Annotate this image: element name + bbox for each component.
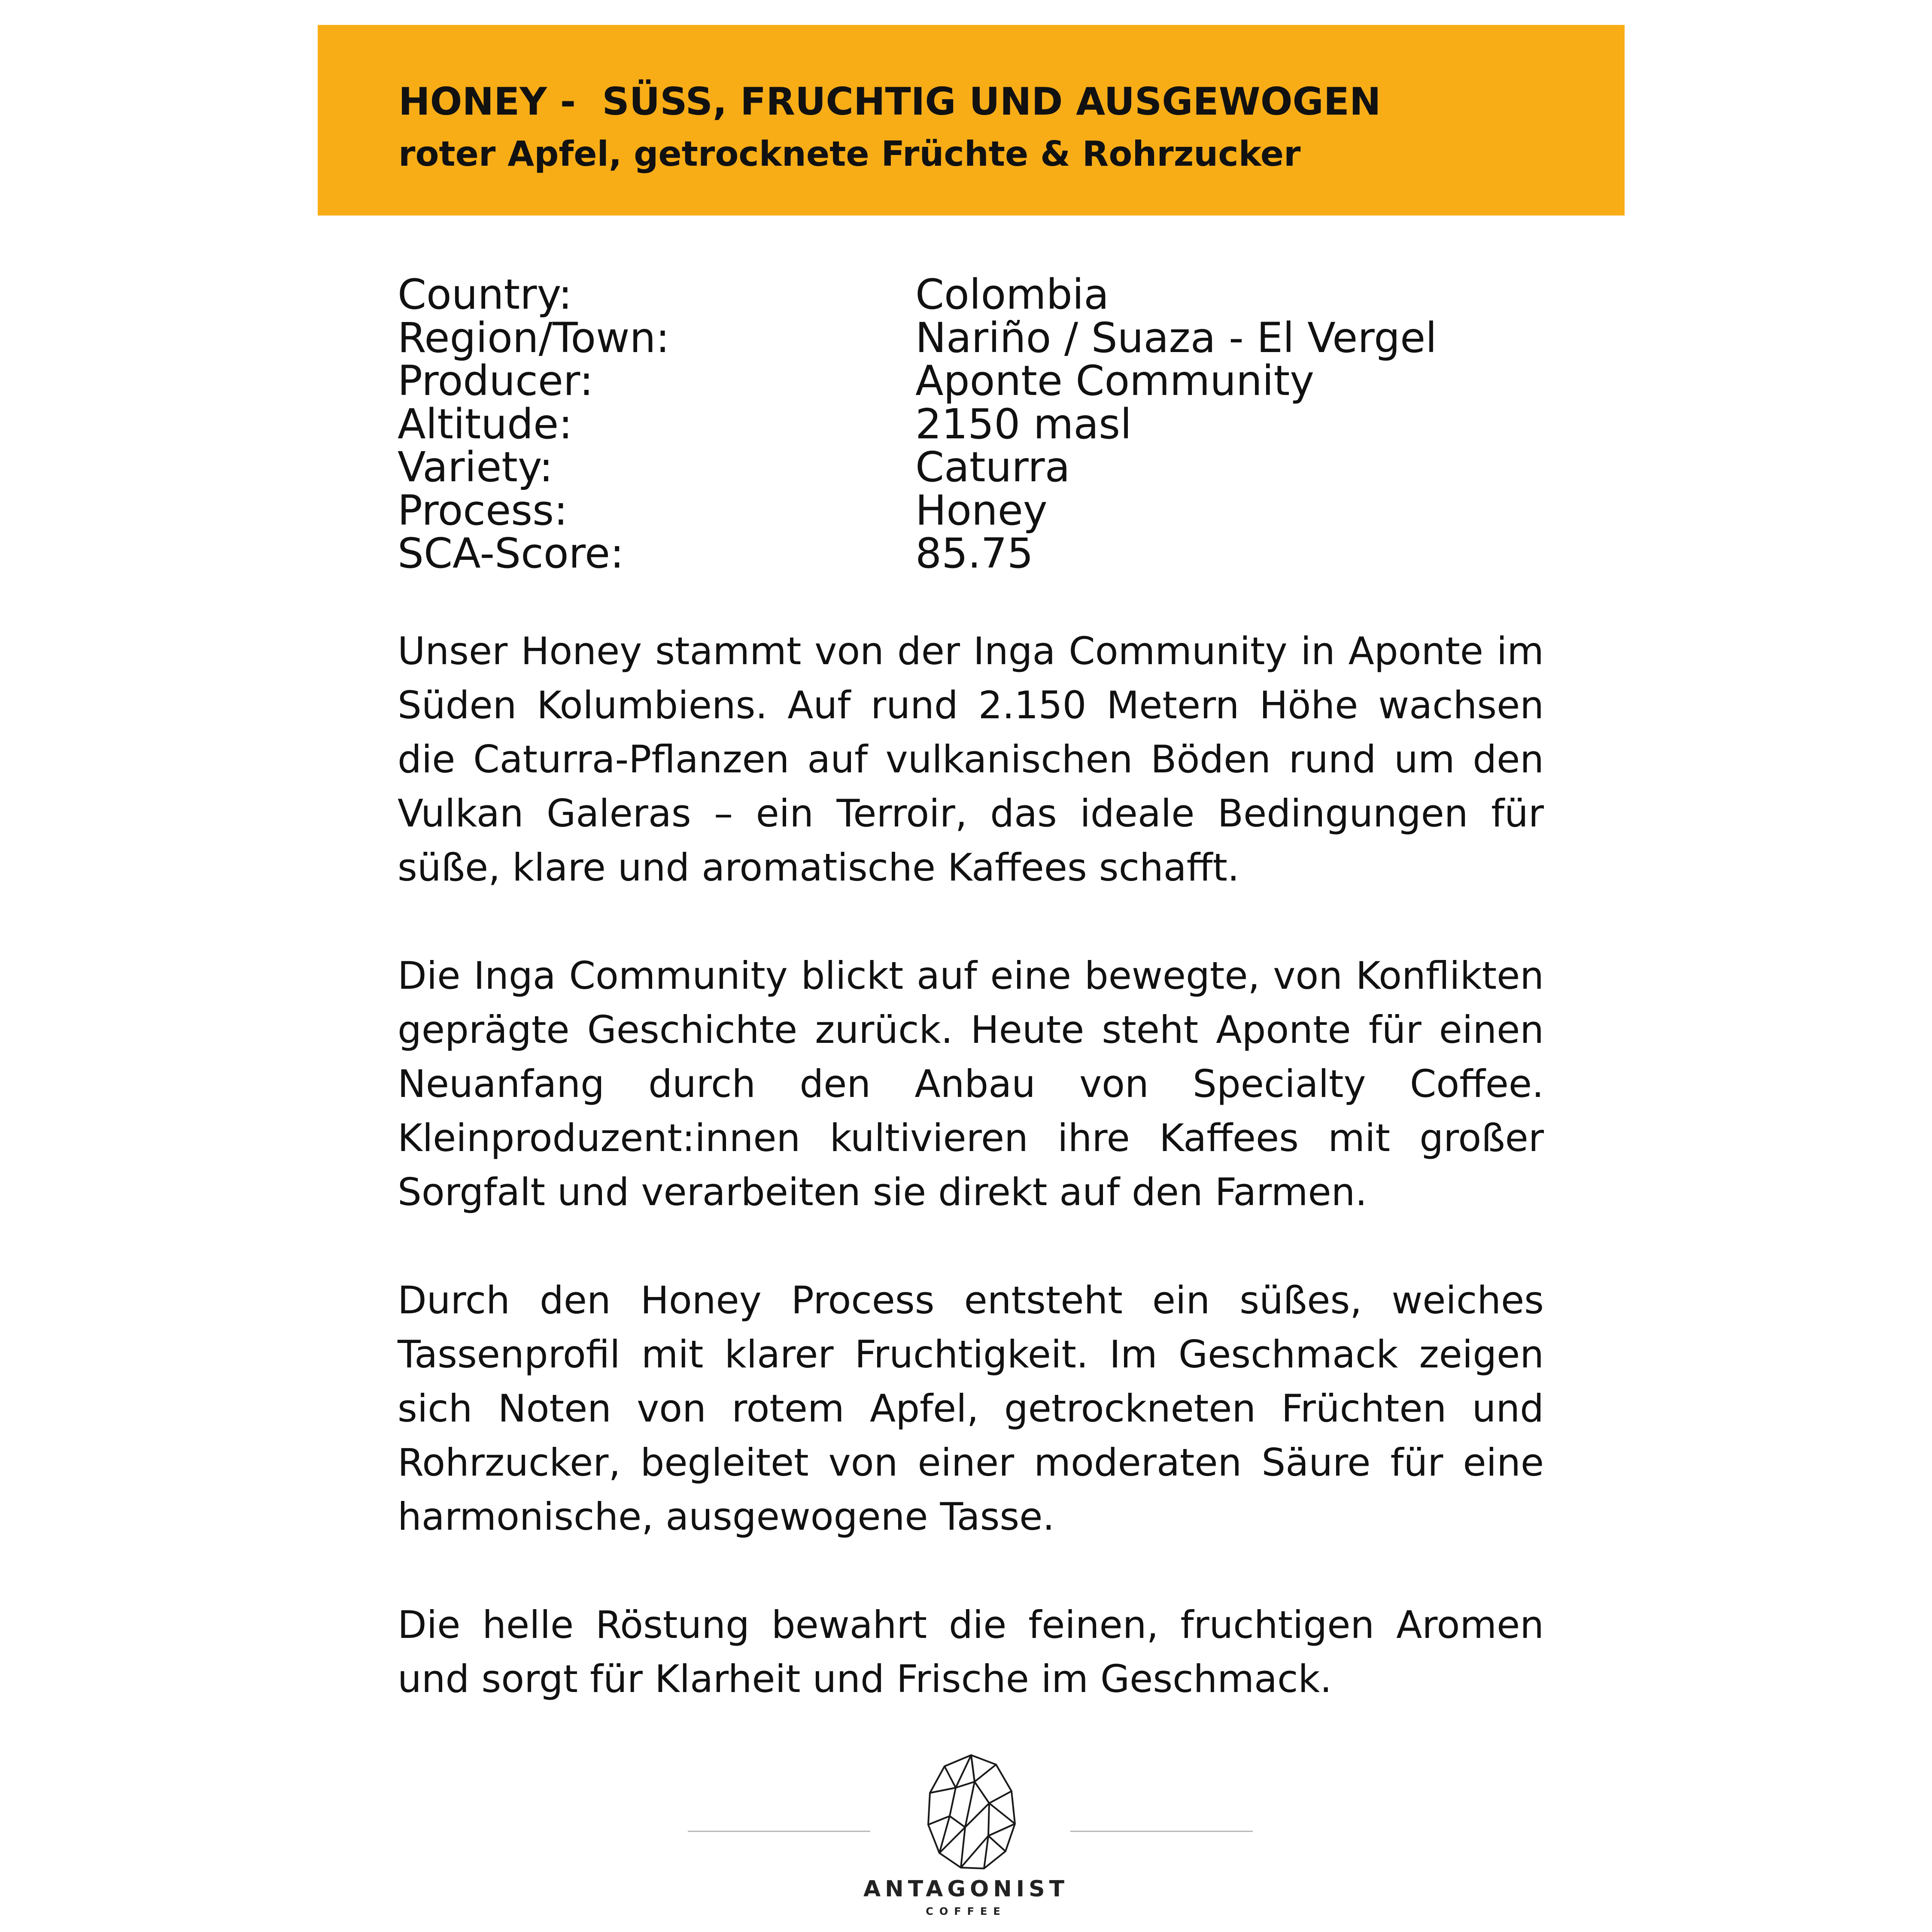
header-banner — [318, 25, 1625, 216]
spec-label: Altitude: — [398, 400, 573, 448]
spec-value: Nariño / Suaza - El Vergel — [915, 313, 1437, 362]
footer — [0, 1743, 1932, 1932]
spec-label: Producer: — [398, 357, 594, 405]
spec-label: Region/Town: — [398, 313, 670, 362]
spec-row-producer — [398, 359, 1557, 403]
spec-value: Colombia — [915, 270, 1109, 319]
spec-label: Process: — [398, 486, 568, 535]
spec-label: SCA-Score: — [398, 529, 624, 577]
paragraph-community: Die Inga Community blickt auf eine bewegte, von Konflikten geprägte Geschichte zurück. Heute steht Aponte für einen Neuanfang durch den Anbau von Specialty Coffee. Kleinproduzent:innen kultivieren ihre Kaffees mit großer Sorgfalt und verarbeiten sie direkt auf den Farmen. — [398, 954, 1544, 1214]
divider-right — [1070, 1831, 1253, 1832]
divider-left — [688, 1831, 870, 1832]
spec-value: Aponte Community — [915, 357, 1315, 405]
description — [398, 624, 1544, 1760]
spec-table — [398, 270, 1557, 577]
spec-label: Country: — [398, 270, 572, 319]
product-title: HONEY - SÜSS, FRUCHTIG UND AUSGEWOGEN — [398, 79, 1381, 124]
spec-row-region — [398, 313, 1557, 362]
flavor-notes: roter Apfel, getrocknete Früchte & Rohrzucker — [398, 134, 1301, 174]
paragraph-origin: Unser Honey stammt von der Inga Community in Aponte im Süden Kolumbiens. Auf rund 2.150 Metern Höhe wachsen die Caturra-Pflanzen auf vulkanischen Böden rund um den Vulkan Galeras – ein Terroir, das ideale Bedingungen für süße, klare und aromatische Kaffees schafft. — [398, 629, 1544, 890]
spec-row-country — [398, 270, 1557, 319]
spec-value: 2150 masl — [915, 400, 1132, 448]
spec-value: Caturra — [915, 443, 1070, 491]
spec-value: Honey — [915, 486, 1048, 535]
spec-row-altitude — [398, 400, 1557, 448]
paragraph-process: Durch den Honey Process entsteht ein süßes, weiches Tassenprofil mit klarer Fruchtigkeit. Im Geschmack zeigen sich Noten von rotem Apfel, getrockneten Früchten und Rohrzucker, begleitet von einer moderaten Säure für eine harmonische, ausgewogene Tasse. — [398, 1278, 1544, 1539]
spec-row-process — [398, 486, 1557, 535]
spec-row-variety — [398, 443, 1557, 491]
brand-tagline: COFFEE — [926, 1905, 1006, 1917]
spec-value: 85.75 — [915, 529, 1033, 577]
geometric-coffee-bean-icon — [924, 1752, 1018, 1872]
spec-row-sca-score — [398, 529, 1557, 577]
spec-label: Variety: — [398, 443, 553, 491]
brand-name: ANTAGONIST — [863, 1876, 1069, 1902]
paragraph-roast: Die helle Röstung bewahrt die feinen, fruchtigen Aromen und sorgt für Klarheit und Frische im Geschmack. — [398, 1603, 1544, 1701]
